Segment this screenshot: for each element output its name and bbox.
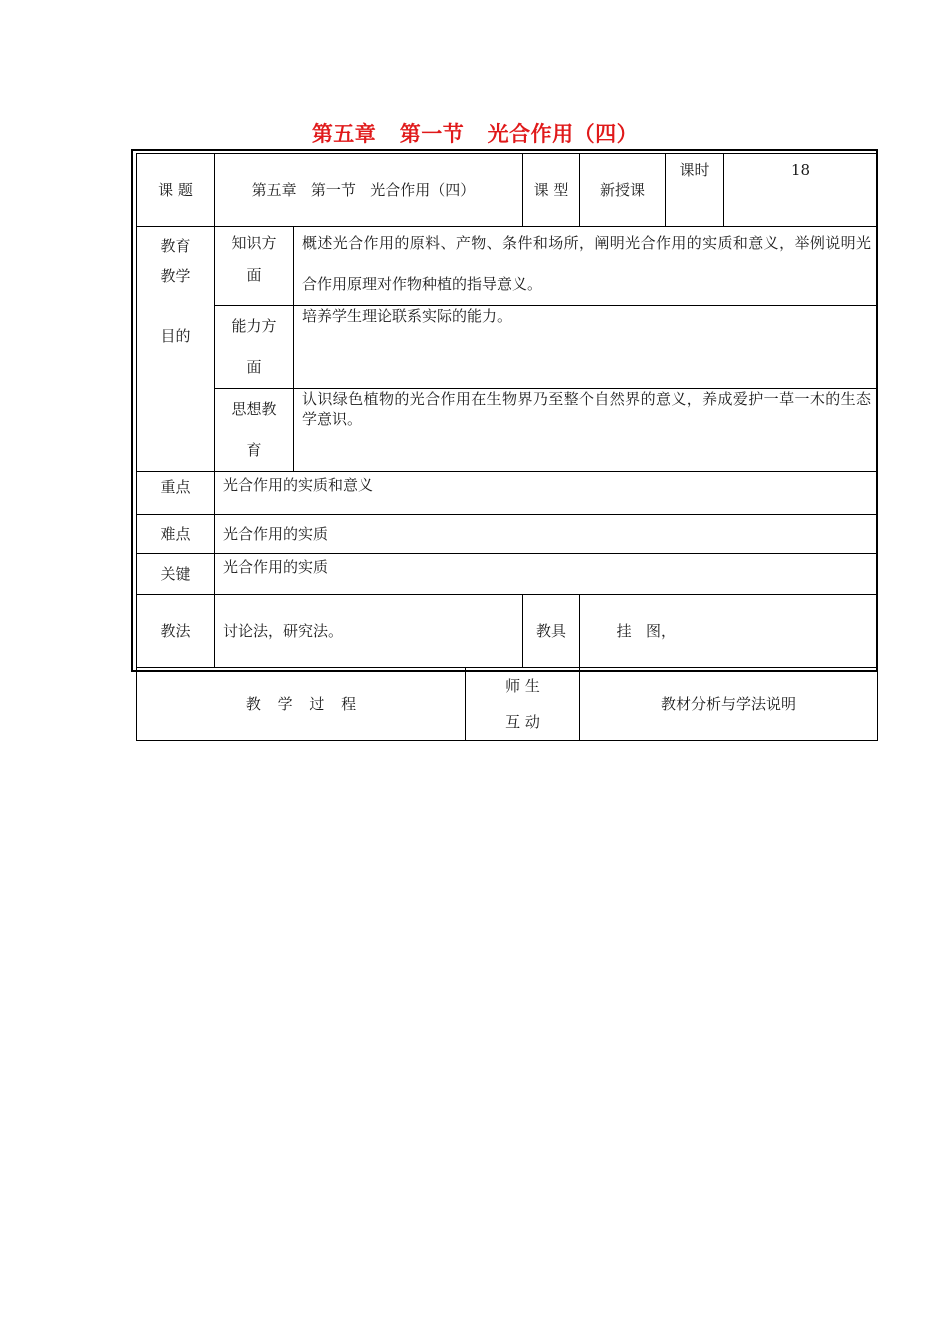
topic-value: 第五章 第一节 光合作用（四） — [251, 181, 476, 199]
hours-value: 18 — [790, 161, 811, 179]
table-row — [137, 515, 878, 554]
hours-label-cell — [666, 154, 724, 227]
knowledge-text: 概述光合作用的原料、产物、条件和场所，阐明光合作用的实质和意义，举例说明光合作用原理对作物种植的指导意义。 — [302, 234, 872, 293]
crux-label-cell — [137, 554, 215, 595]
difficulty-label-cell — [137, 515, 215, 554]
topic-label-cell — [137, 154, 215, 227]
hours-value-cell — [724, 154, 878, 227]
table-row — [137, 472, 878, 515]
table-row — [137, 389, 878, 472]
key-point-label: 重点 — [160, 478, 191, 496]
table-row — [137, 595, 878, 668]
objectives-label-line2: 教学 — [160, 267, 191, 285]
crux-text: 光合作用的实质 — [223, 558, 329, 576]
knowledge-label-cell — [215, 227, 294, 306]
tools-label-cell — [523, 595, 580, 668]
table-row — [137, 554, 878, 595]
ideology-text: 认识绿色植物的光合作用在生物界乃至整个自然界的意义，养成爱护一草一木的生态学意识。 — [302, 390, 872, 428]
ideology-label-line2: 育 — [246, 441, 262, 459]
tools-text-cell — [580, 595, 878, 668]
ability-label-cell — [215, 306, 294, 389]
objectives-label-cell — [137, 227, 215, 472]
interaction-label-cell — [466, 668, 580, 741]
knowledge-label-line2: 面 — [246, 266, 262, 284]
crux-label: 关键 — [160, 565, 191, 583]
tools-text: 挂 图， — [616, 622, 676, 640]
page-title: 第五章 第一节 光合作用（四） — [311, 122, 639, 146]
ability-label-line2: 面 — [246, 358, 262, 376]
ability-text: 培养学生理论联系实际的能力。 — [302, 307, 513, 325]
method-label-cell — [137, 595, 215, 668]
interaction-label-line1: 师 生 — [505, 677, 540, 695]
lesson-plan-table — [136, 153, 878, 741]
process-label-cell — [137, 668, 466, 741]
key-point-label-cell — [137, 472, 215, 515]
hours-label: 课时 — [679, 161, 710, 179]
topic-label: 课 题 — [158, 181, 193, 199]
process-label: 教 学 过 程 — [245, 695, 357, 713]
key-point-text: 光合作用的实质和意义 — [223, 476, 374, 494]
ability-label-line1: 能力方 — [231, 317, 277, 335]
analysis-label-cell — [580, 668, 878, 741]
objectives-label-line1: 教育 — [160, 237, 191, 255]
topic-value-cell — [215, 154, 523, 227]
knowledge-label-line1: 知识方 — [231, 234, 277, 252]
method-label: 教法 — [160, 622, 191, 640]
crux-text-cell — [215, 554, 878, 595]
table-row — [137, 227, 878, 306]
analysis-label: 教材分析与学法说明 — [661, 695, 797, 713]
ability-text-cell — [294, 306, 878, 389]
tools-label: 教具 — [536, 622, 567, 640]
key-point-text-cell — [215, 472, 878, 515]
table-row — [137, 306, 878, 389]
table-row — [137, 154, 878, 227]
type-label: 课 型 — [533, 181, 569, 199]
difficulty-label: 难点 — [160, 525, 191, 543]
ideology-text-cell — [294, 389, 878, 472]
ideology-label-cell — [215, 389, 294, 472]
interaction-label-line2: 互 动 — [505, 713, 540, 731]
ideology-label-line1: 思想教 — [231, 400, 277, 418]
objectives-label-line3: 目的 — [160, 327, 191, 345]
method-text: 讨论法，研究法。 — [223, 622, 344, 640]
difficulty-text: 光合作用的实质 — [223, 525, 329, 543]
type-label-cell — [523, 154, 580, 227]
difficulty-text-cell — [215, 515, 878, 554]
type-value-cell — [580, 154, 666, 227]
table-row — [137, 668, 878, 741]
type-value: 新授课 — [600, 181, 646, 199]
method-text-cell — [215, 595, 523, 668]
knowledge-text-cell — [294, 227, 878, 306]
